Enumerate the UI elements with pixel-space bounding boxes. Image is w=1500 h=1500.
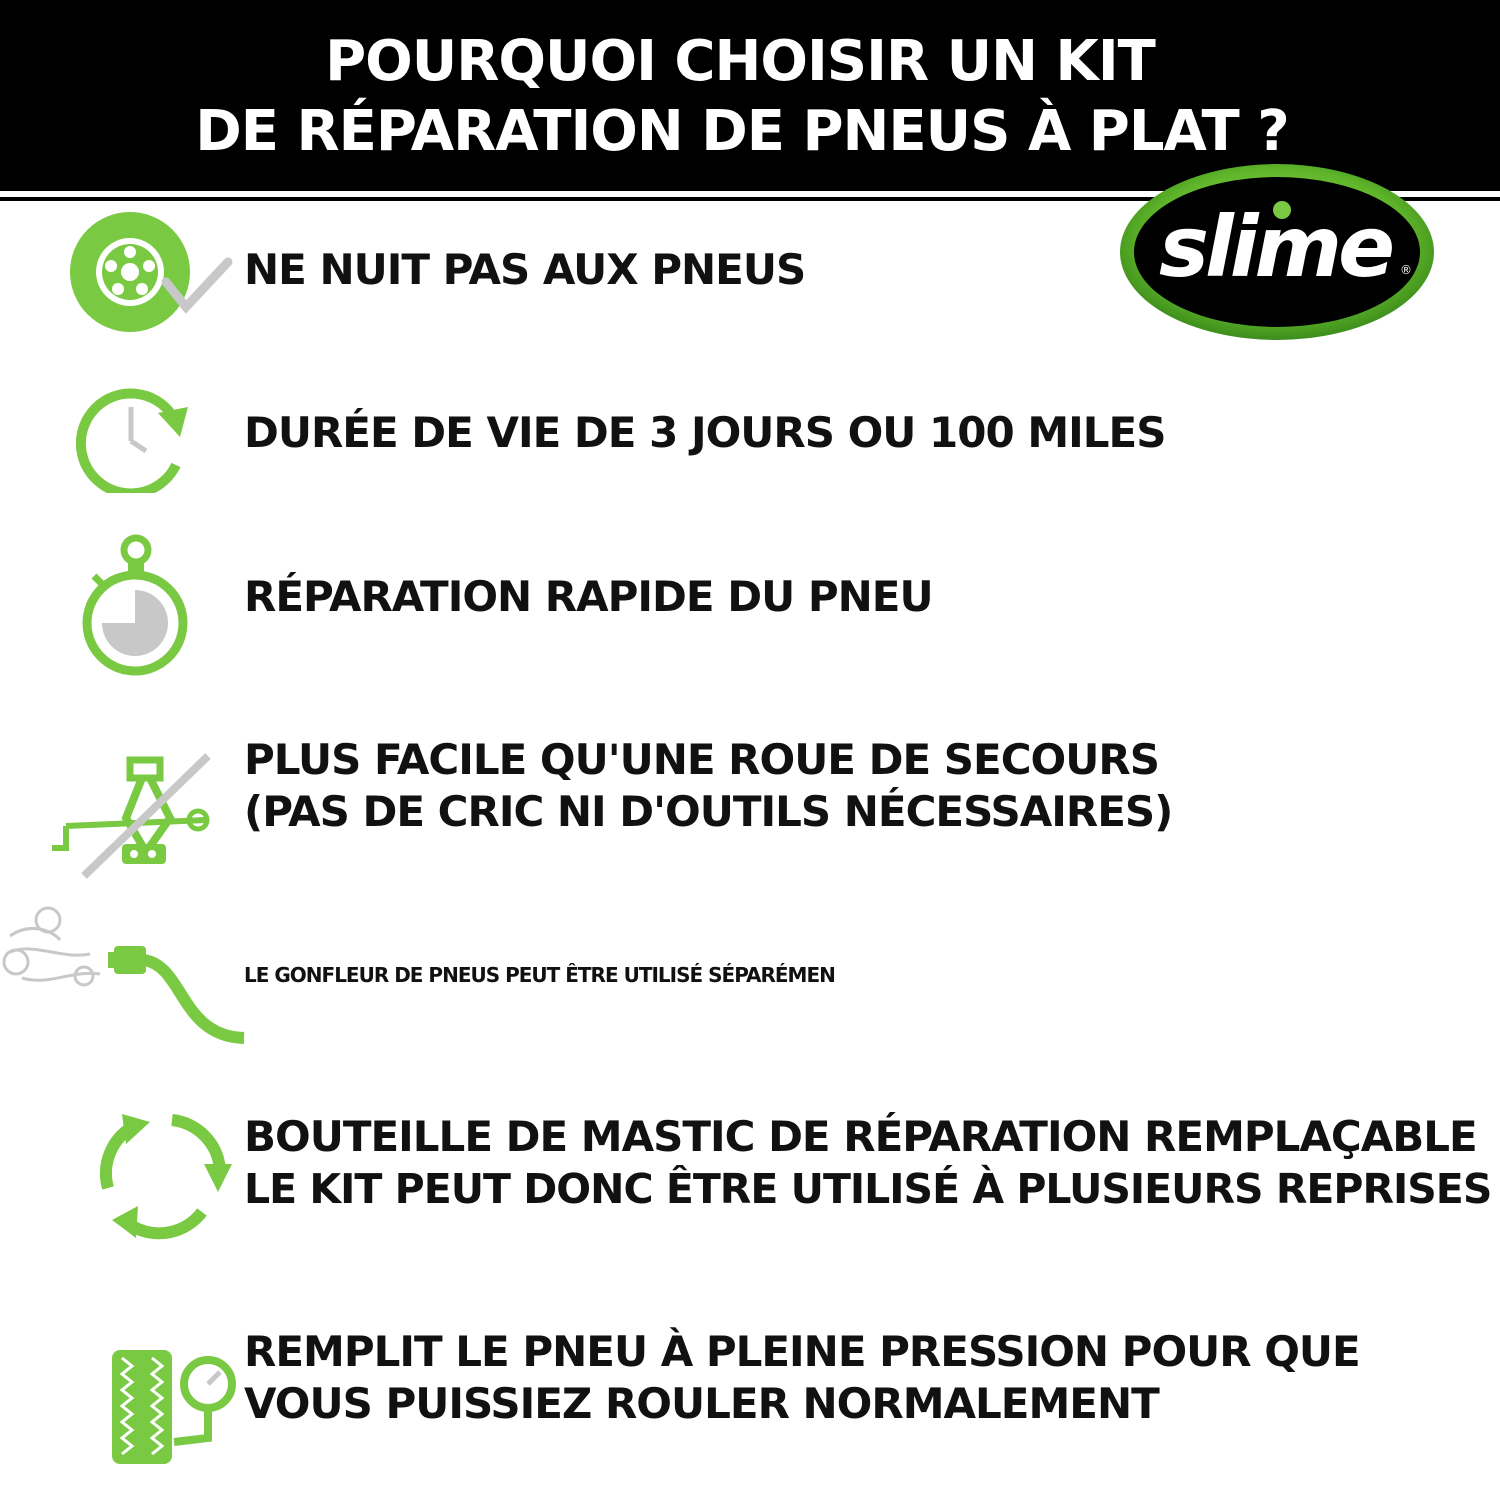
air-hose-icon xyxy=(0,900,246,1048)
stopwatch-icon xyxy=(80,534,190,678)
feature-4-text-line-2: (PAS DE CRIC NI D'OUTILS NÉCESSAIRES) xyxy=(244,787,1173,836)
feature-3-text: RÉPARATION RAPIDE DU PNEU xyxy=(244,572,933,621)
logo-registered-mark: ® xyxy=(1400,263,1412,277)
feature-6-text-line-2: LE KIT PEUT DONC ÊTRE UTILISÉ À PLUSIEURS REPRISES xyxy=(244,1165,1492,1213)
feature-7-text-line-1: REMPLIT LE PNEU À PLEINE PRESSION POUR QUE xyxy=(244,1327,1360,1376)
feature-6-text-line-1: BOUTEILLE DE MASTIC DE RÉPARATION REMPLAÇABLE xyxy=(244,1112,1477,1161)
tire-gauge-icon xyxy=(108,1344,244,1468)
feature-2-text: DURÉE DE VIE DE 3 JOURS OU 100 MILES xyxy=(244,408,1166,457)
feature-7-text-line-2: VOUS PUISSIEZ ROULER NORMALEMENT xyxy=(244,1379,1159,1428)
feature-4-text-line-1: PLUS FACILE QU'UNE ROUE DE SECOURS xyxy=(244,735,1159,784)
no-jack-icon xyxy=(46,748,214,880)
logo-text: slime xyxy=(1158,198,1392,296)
feature-1-text: NE NUIT PAS AUX PNEUS xyxy=(244,245,806,294)
slime-logo xyxy=(1118,162,1436,342)
recycle-arrows-icon xyxy=(92,1108,232,1242)
feature-5-text: LE GONFLEUR DE PNEUS PEUT ÊTRE UTILISÉ SÉPARÉMEN xyxy=(244,963,835,987)
title-line-1: POURQUOI CHOISIR UN KIT xyxy=(325,29,1155,94)
clock-cycle-icon xyxy=(76,385,190,493)
tire-check-icon xyxy=(68,212,234,332)
title-line-2: DE RÉPARATION DE PNEUS À PLAT ? xyxy=(195,99,1289,164)
